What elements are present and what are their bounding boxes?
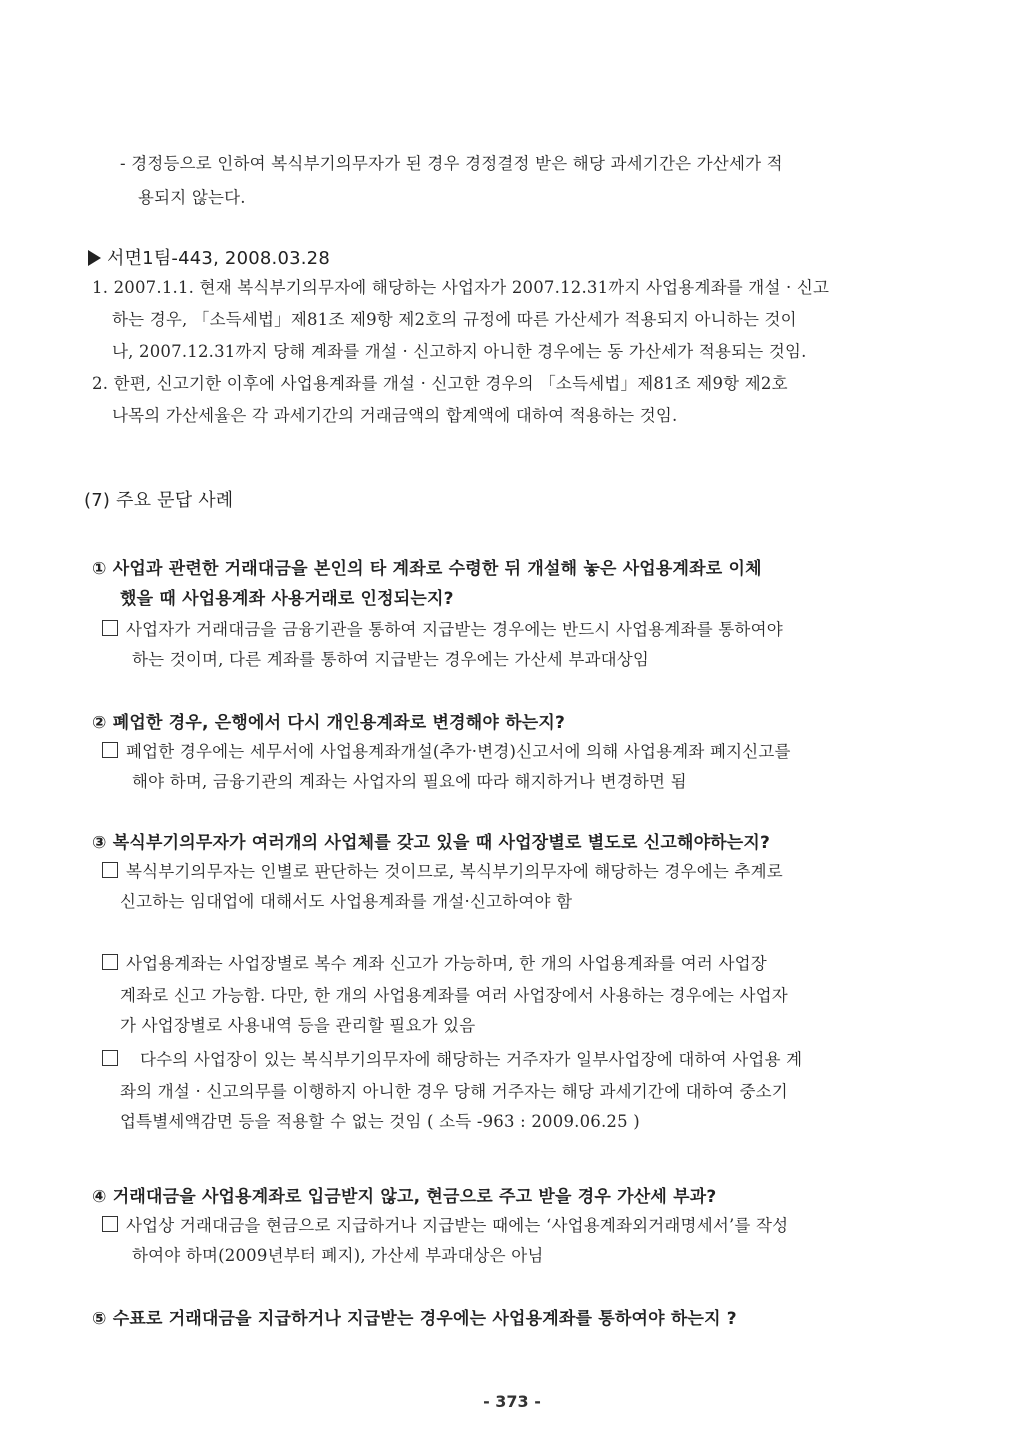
answer-3c-line-3: 업특별세액감면 등을 적용할 수 없는 것임 ( 소득 -963 : 2009.06.25 ) — [120, 1112, 640, 1131]
answer-3b-line-2: 계좌로 신고 가능함. 다만, 한 개의 사업용계좌를 여러 사업장에서 사용하는 경우에는 사업자 — [120, 986, 788, 1005]
answer-2-line-1 — [102, 738, 791, 762]
checkbox-bullet-icon — [102, 954, 118, 970]
answer-4-text-1: 사업상 거래대금을 현금으로 지급하거나 지급받는 때에는 ‘사업용계좌외거래명세서’를 작성 — [126, 1216, 789, 1235]
answer-3c-line-2: 좌의 개설 · 신고의무를 이행하지 아니한 경우 당해 거주자는 해당 과세기간에 대하여 중소기 — [120, 1082, 788, 1101]
ruling-line-3: 나, 2007.12.31까지 당해 계좌를 개설 · 신고하지 아니한 경우에는 동 가산세가 적용되는 것임. — [112, 342, 807, 361]
answer-3b-line-3: 가 사업장별로 사용내역 등을 관리할 필요가 있음 — [120, 1016, 476, 1035]
triangle-bullet-icon — [88, 250, 101, 266]
ruling-title: 서면1팀-443, 2008.03.28 — [107, 248, 330, 269]
ruling-title-row — [88, 244, 330, 270]
checkbox-bullet-icon — [102, 620, 118, 636]
page-number: - 373 - — [483, 1392, 541, 1411]
question-5: ⑤ 수표로 거래대금을 지급하거나 지급받는 경우에는 사업용계좌를 통하여야 하는지 ? — [92, 1309, 737, 1329]
answer-1-line-1 — [102, 616, 783, 640]
answer-3a-line-2: 신고하는 임대업에 대해서도 사업용계좌를 개설·신고하여야 함 — [120, 892, 573, 911]
answer-3c-line-1 — [102, 1046, 802, 1070]
question-3: ③ 복식부기의무자가 여러개의 사업체를 갖고 있을 때 사업장별로 별도로 신고해야하는지? — [92, 833, 771, 853]
ruling-line-4: 2. 한편, 신고기한 이후에 사업용계좌를 개설 · 신고한 경우의 「소득세법」제81조 제9항 제2호 — [92, 374, 788, 393]
ruling-line-5: 나목의 가산세율은 각 과세기간의 거래금액의 합계액에 대하여 적용하는 것임. — [112, 406, 678, 425]
answer-3a-text-1: 복식부기의무자는 인별로 판단하는 것이므로, 복식부기의무자에 해당하는 경우에는 추계로 — [126, 862, 783, 881]
intro-line-2: 용되지 않는다. — [138, 188, 246, 207]
intro-line-1: - 경정등으로 인하여 복식부기의무자가 된 경우 경정결정 받은 해당 과세기간은 가산세가 적 — [120, 154, 783, 173]
checkbox-bullet-icon — [102, 742, 118, 758]
checkbox-bullet-icon — [102, 1050, 118, 1066]
answer-3c-text-1: 다수의 사업장이 있는 복식부기의무자에 해당하는 거주자가 일부사업장에 대하여 사업용 계 — [140, 1050, 803, 1069]
question-1-line-2: 했을 때 사업용계좌 사용거래로 인정되는지? — [120, 589, 454, 609]
answer-3a-line-1 — [102, 858, 783, 882]
answer-4-line-1 — [102, 1212, 788, 1236]
ruling-line-1: 1. 2007.1.1. 현재 복식부기의무자에 해당하는 사업자가 2007.12.31까지 사업용계좌를 개설 · 신고 — [92, 278, 830, 297]
answer-2-text-1: 폐업한 경우에는 세무서에 사업용계좌개설(추가·변경)신고서에 의해 사업용계좌 폐지신고를 — [126, 742, 791, 761]
checkbox-bullet-icon — [102, 862, 118, 878]
question-4: ④ 거래대금을 사업용계좌로 입금받지 않고, 현금으로 주고 받을 경우 가산세 부과? — [92, 1187, 717, 1207]
question-1-line-1: ① 사업과 관련한 거래대금을 본인의 타 계좌로 수령한 뒤 개설해 놓은 사업용계좌로 이체 — [92, 559, 762, 579]
answer-1-text-1: 사업자가 거래대금을 금융기관을 통하여 지급받는 경우에는 반드시 사업용계좌를 통하여야 — [126, 620, 783, 639]
answer-3b-line-1 — [102, 950, 767, 974]
answer-4-line-2: 하여야 하며(2009년부터 폐지), 가산세 부과대상은 아님 — [132, 1246, 544, 1265]
answer-2-line-2: 해야 하며, 금융기관의 계좌는 사업자의 필요에 따라 해지하거나 변경하면 됨 — [132, 772, 687, 791]
ruling-line-2: 하는 경우, 「소득세법」제81조 제9항 제2호의 규정에 따른 가산세가 적용되지 아니하는 것이 — [112, 310, 797, 329]
section-heading: (7) 주요 문답 사례 — [84, 490, 234, 511]
answer-3b-text-1: 사업용계좌는 사업장별로 복수 계좌 신고가 가능하며, 한 개의 사업용계좌를 여러 사업장 — [126, 954, 767, 973]
checkbox-bullet-icon — [102, 1216, 118, 1232]
question-2: ② 폐업한 경우, 은행에서 다시 개인용계좌로 변경해야 하는지? — [92, 713, 566, 733]
answer-1-line-2: 하는 것이며, 다른 계좌를 통하여 지급받는 경우에는 가산세 부과대상임 — [132, 650, 650, 669]
